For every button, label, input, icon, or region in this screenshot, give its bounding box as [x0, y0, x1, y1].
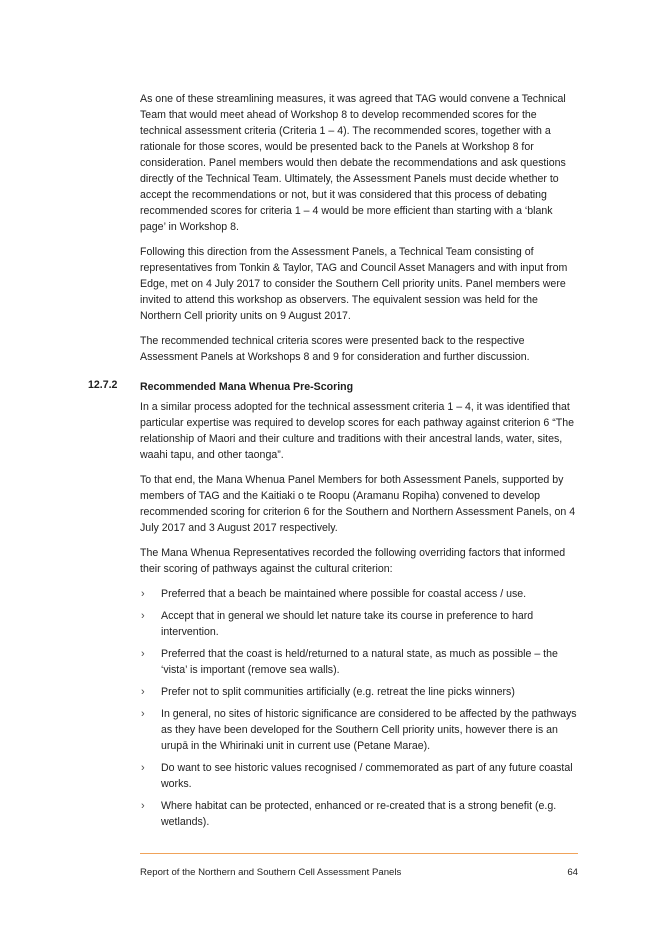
paragraph-streamlining: As one of these streamlining measures, it was agreed that TAG would convene a Technical Team that would meet ahead of Workshop 8 to develop recommended scores for the technical assessment criteria (Criteria 1 – 4). The recommended scores, together with a rationale for those scores, would be presented back to the Panels at Workshop 8 for consideration. Panel members would then debate the recommendations and ask questions directly of the Technical Team. Ultimately, the Assessment Panels must decide whether to accept the recommendations or not, but it was considered that this process of debating recommended scores for criteria 1 – 4 would be more efficient than starting with a ‘blank page’ in Workshop 8. — [140, 93, 566, 233]
chevron-right-icon: › — [141, 800, 145, 812]
chevron-right-icon: › — [141, 762, 145, 774]
page-number: 64 — [567, 867, 578, 878]
list-item: › Preferred that a beach be maintained where possible for coastal access / use. — [141, 588, 527, 600]
chevron-right-icon: › — [141, 648, 145, 660]
list-item: › Preferred that the coast is held/returned to a natural state, as much as possible – the ‘vista’ is important (remove sea walls). — [141, 648, 558, 676]
list-item: › Prefer not to split communities artificially (e.g. retreat the line picks winners) — [141, 686, 515, 698]
section-title: Recommended Mana Whenua Pre-Scoring — [140, 381, 354, 393]
paragraph-to-that-end: To that end, the Mana Whenua Panel Members for both Assessment Panels, supported by members of TAG and the Kaitiaki o te Roopu (Aramanu Ropiha) convened to develop recommended scoring for criterion 6 for the Southern and Northern Assessment Panels, on 4 July 2017 and 3 August 2017 respectively. — [140, 474, 576, 534]
chevron-right-icon: › — [141, 588, 145, 600]
paragraph-recommended-scores: The recommended technical criteria scores were presented back to the respective Assessment Panels at Workshops 8 and 9 for consideration and further discussion. — [140, 335, 530, 363]
document-body — [88, 91, 580, 836]
factors-list — [140, 586, 580, 830]
chevron-right-icon: › — [141, 708, 145, 720]
footer-title: Report of the Northern and Southern Cell Assessment Panels — [140, 867, 402, 878]
paragraph-similar-process: In a similar process adopted for the technical assessment criteria 1 – 4, it was identified that particular expertise was required to develop scores for each pathway against criterion 6 “The relationship of Maori and their culture and traditions with their ancestral lands, water, sites, waahi tapu, and other taonga”. — [140, 401, 574, 461]
list-item: › Do want to see historic values recognised / commemorated as part of any future coastal works. — [141, 762, 573, 790]
section-heading — [88, 377, 580, 393]
footer-divider — [140, 853, 578, 854]
chevron-right-icon: › — [141, 610, 145, 622]
chevron-right-icon: › — [141, 686, 145, 698]
list-item: › Accept that in general we should let nature take its course in preference to hard intervention. — [141, 610, 534, 638]
paragraph-overriding-factors: The Mana Whenua Representatives recorded the following overriding factors that informed their scoring of pathways against the cultural criterion: — [140, 547, 566, 575]
section-number: 12.7.2 — [88, 379, 118, 391]
paragraph-technical-team: Following this direction from the Assessment Panels, a Technical Team consisting of representatives from Tonkin & Taylor, TAG and Council Asset Managers and with input from Edge, met on 4 July 2017 to consider the Southern Cell priority units. Panel members were invited to attend this workshop as observers. The equivalent session was held for the Northern Cell priority units on 9 August 2017. — [140, 246, 568, 322]
list-item: › Where habitat can be protected, enhanced or re-created that is a strong benefit (e.g. wetlands). — [141, 800, 557, 828]
list-item: › In general, no sites of historic significance are considered to be affected by the pathways as they have been developed for the Southern Cell priority units, however there is an urupā in the Whirinaki unit in current use (Petane Marae). — [141, 708, 577, 752]
